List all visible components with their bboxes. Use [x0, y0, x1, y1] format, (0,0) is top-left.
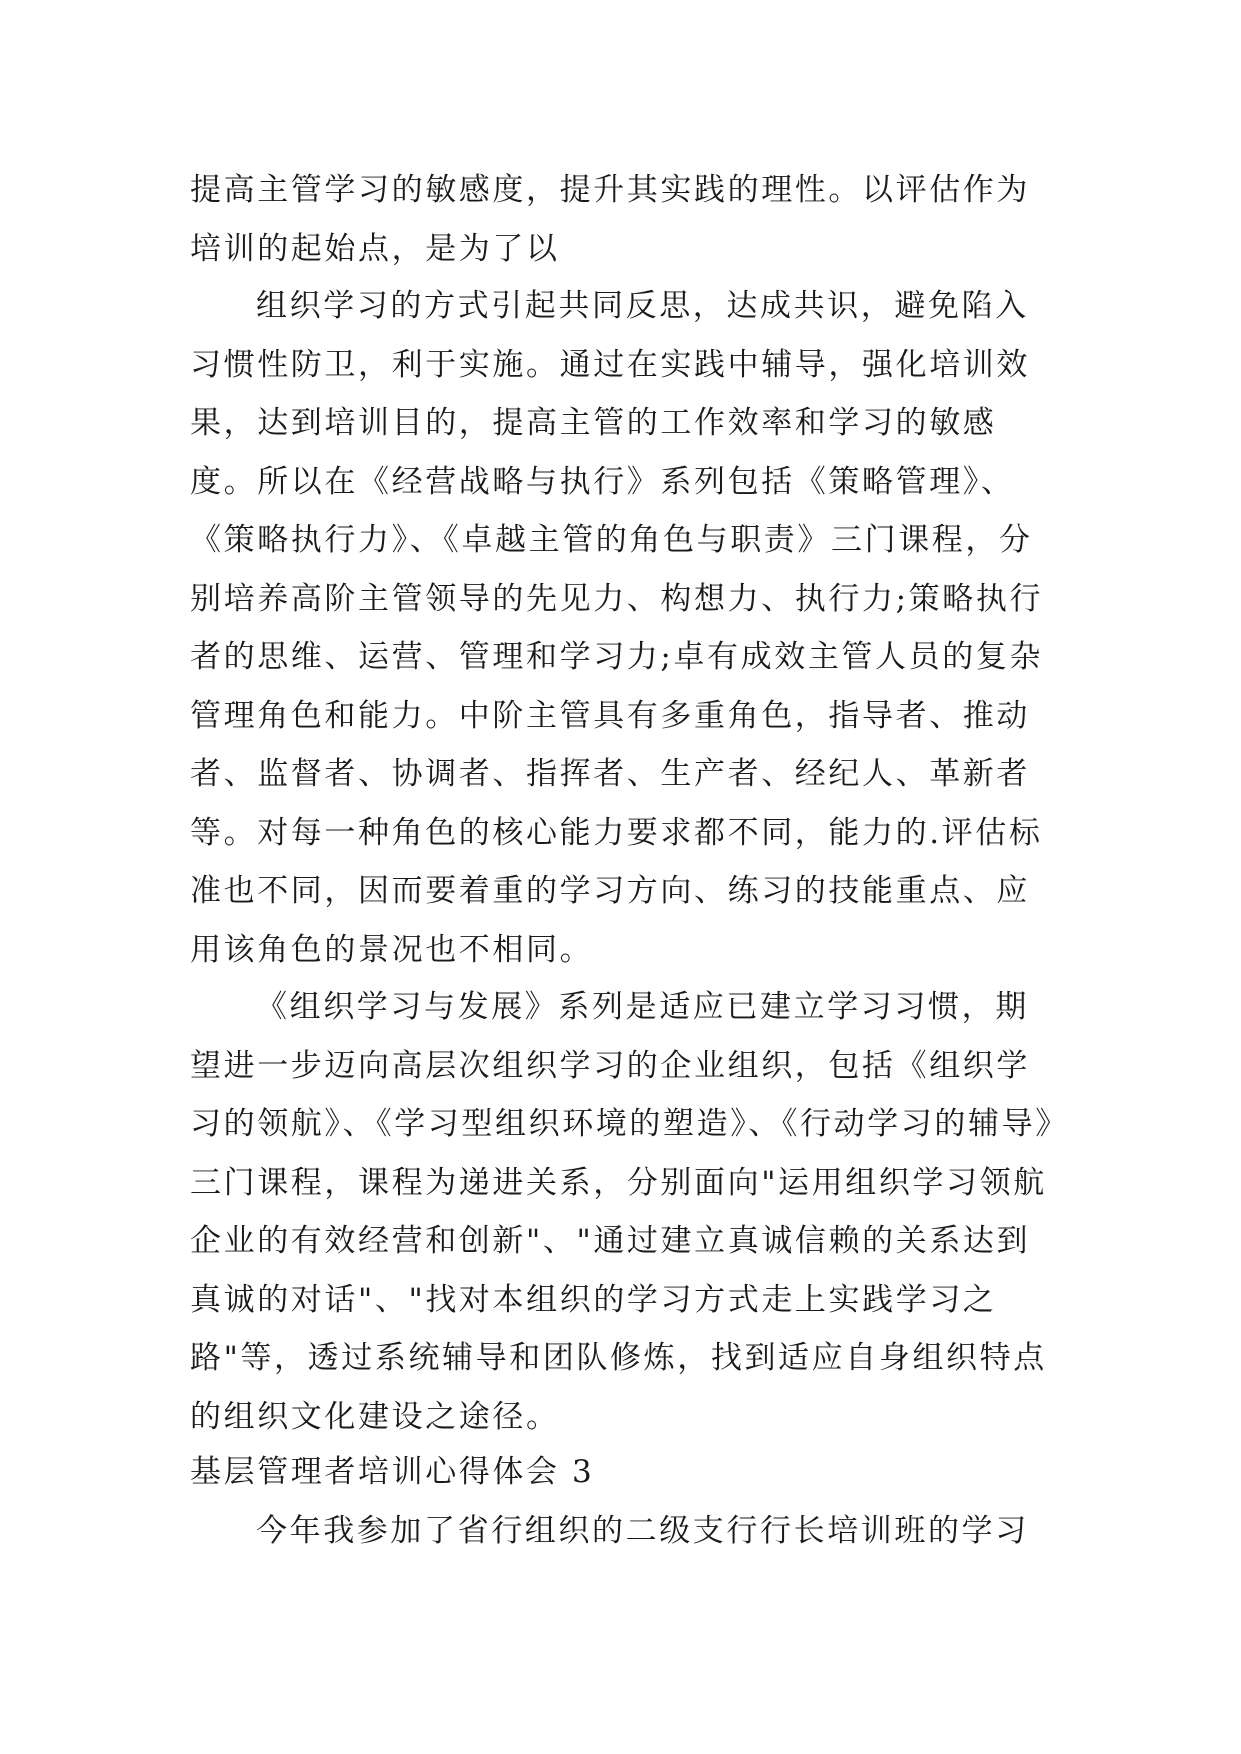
section-heading: 基层管理者培训心得体会 3 — [190, 1454, 595, 1490]
paragraph-courses: 组织学习的方式引起共同反思，达成共识，避免陷入习惯性防卫，利于实施。通过在实践中辅导，强化培训效果，达到培训目的，提高主管的工作效率和学习的敏感度。所以在《经营战略与执行》系列包括《策略管理》、《策略执行力》、《卓越主管的角色与职责》三门课程，分别培养高阶主管领导的先见力、构想力、执行力;策略执行者的思维、运营、管理和学习力;卓有成效主管人员的复杂管理角色和能力。中阶主管具有多重角色，指导者、推动者、监督者、协调者、指挥者、生产者、经纪人、革新者等。对每一种角色的核心能力要求都不同，能力的.评估标准也不同，因而要着重的学习方向、练习的技能重点、应用该角色的景况也不相同。 — [190, 288, 1044, 968]
paragraph-continuation: 提高主管学习的敏感度，提升其实践的理性。以评估作为培训的起始点，是为了以 — [190, 172, 1030, 267]
paragraph-org-learning: 《组织学习与发展》系列是适应已建立学习习惯，期望进一步迈向高层次组织学习的企业组织，包括《组织学习的领航》、《学习型组织环境的塑造》、《行动学习的辅导》三门课程，课程为递进关系，分别面向"运用组织学习领航企业的有效经营和创新"、"通过建立真诚信赖的关系达到真诚的对话"、"找对本组织的学习方式走上实践学习之路"等，透过系统辅导和团队修炼，找到适应自身组织特点的组织文化建设之途径。 — [190, 989, 1054, 1435]
paragraph-intro: 今年我参加了省行组织的二级支行行长培训班的学习 — [256, 1513, 1029, 1549]
